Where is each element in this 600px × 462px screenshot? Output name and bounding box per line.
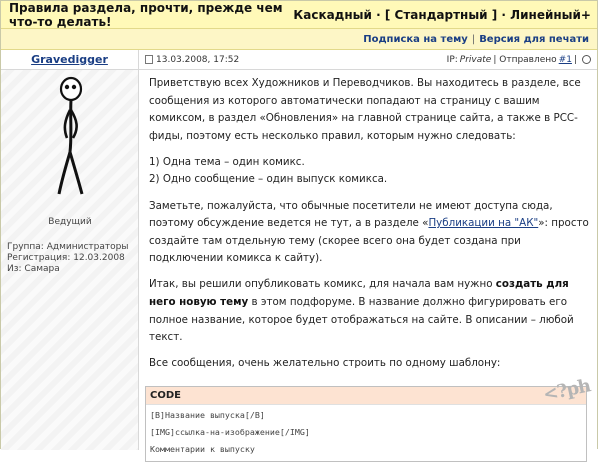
intro-paragraph: Приветствую всех Художников и Переводчиков. Вы находитесь в разделе, все сообщения из которого автоматически попадают на страницу с вашим комиксом, в раздел «Обновления» на главной странице сайта, а также в РСС-фиды, поэтому есть несколько правил, которым нужно следовать: xyxy=(149,77,581,142)
mode-separator: · xyxy=(501,7,506,22)
author-nickname-link[interactable]: Gravedigger xyxy=(1,50,138,70)
topic-title: Правила раздела, прочти, прежде чем что-то делать! xyxy=(9,0,283,29)
avatar xyxy=(47,74,95,200)
print-version-link[interactable]: Версия для печати xyxy=(479,33,589,45)
code-line: [B]Название выпуска[/B] xyxy=(150,410,265,420)
forum-post xyxy=(1,50,597,454)
code-line: Комментарии к выпуску xyxy=(150,444,255,454)
post-content xyxy=(139,50,597,454)
publish-text: Итак, вы решили опубликовать комикс, для начала вам нужно xyxy=(149,278,496,291)
note-text-end: »: просто создайте там отдельную тему (скорее всего она будет создана при подключении комикса к сайту). xyxy=(149,217,589,265)
author-meta xyxy=(7,242,128,275)
template-note: Все сообщения, очень желательно строить по одному шаблону: xyxy=(149,357,501,370)
code-block xyxy=(145,375,592,462)
code-line: [IMG]ссылка-на-изображение[/IMG] xyxy=(150,427,310,437)
code-watermark: <?ph xyxy=(541,375,592,406)
mode-separator: · xyxy=(376,7,381,22)
publish-emphasis: создать для него новую тему xyxy=(149,278,569,309)
mode-standard-current: [ Стандартный ] xyxy=(384,7,498,22)
select-post-radio-icon[interactable] xyxy=(582,55,591,64)
note-text: Заметьте, пожалуйста, что обычные посетители не имеют доступа сюда, поэтому обсуждение ведется не тут, а в разделе « xyxy=(149,199,553,230)
document-icon xyxy=(145,55,153,64)
sent-label: | Отправлено xyxy=(493,54,557,65)
topic-toolbar xyxy=(1,29,597,50)
code-body[interactable] xyxy=(146,404,586,461)
author-rank: Ведущий xyxy=(48,217,92,227)
author-group: Группа: Администраторы xyxy=(7,242,129,252)
topic-header xyxy=(1,1,597,29)
author-registered: Регистрация: 12.03.2008 xyxy=(7,253,125,263)
publications-link[interactable]: Публикации на "АК" xyxy=(428,217,539,230)
post-info-bar: | xyxy=(573,54,577,65)
post-info xyxy=(447,55,591,65)
rule-1: 1) Одна тема – один комикс. xyxy=(149,155,305,168)
author-location: Из: Самара xyxy=(7,264,60,274)
view-mode-switcher xyxy=(293,8,591,22)
author-panel xyxy=(1,50,139,450)
code-header xyxy=(146,375,592,406)
ip-value: Private xyxy=(459,54,492,65)
post-number-link[interactable]: #1 xyxy=(558,54,572,65)
note-paragraph xyxy=(149,198,589,268)
post-body xyxy=(139,70,597,373)
mode-linear-link[interactable]: Линейный+ xyxy=(510,7,591,22)
rule-2: 2) Одно сообщение – один выпуск комикса. xyxy=(149,173,388,186)
toolbar-separator: | xyxy=(471,33,476,45)
mode-cascade-link[interactable]: Каскадный xyxy=(293,7,372,22)
post-header xyxy=(139,50,597,70)
post-date-wrap xyxy=(145,55,239,65)
code-label: CODE xyxy=(150,390,181,401)
subscribe-link[interactable]: Подписка на тему xyxy=(363,33,468,45)
post-date: 13.03.2008, 17:52 xyxy=(156,54,240,65)
publish-paragraph xyxy=(149,276,589,346)
ip-label: IP: xyxy=(446,54,458,65)
publish-text-end: в этом подфоруме. В название должно фигурировать его полное название, которое будет отображаться на сайте. В описании – любой текст. xyxy=(149,296,574,344)
